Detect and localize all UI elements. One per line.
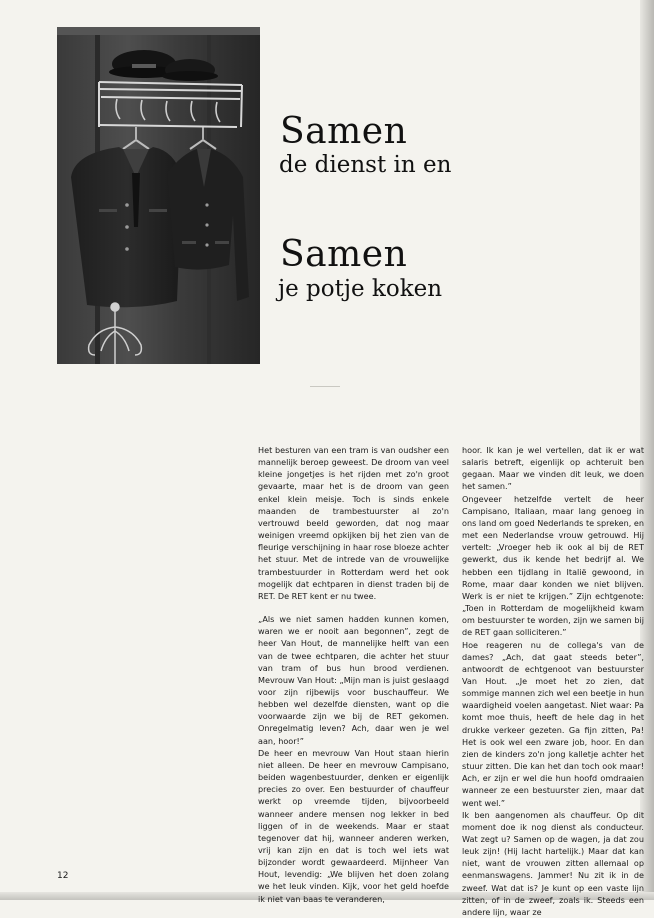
page-number: 12 <box>57 871 69 881</box>
title-line-2: de dienst in en <box>279 152 452 178</box>
paragraph: Hoe reageren nu de collega's van de dames? „Ach, dat gaat steeds beter”, antwoordt de echtgenoot van bestuurster Van Hout. „Je moet het zo zien, dat sommige mannen zich wel een beetje in hun waardigheid voelen aangetast. Niet waar: Pa komt moe thuis, heeft de hele dag in het drukke verkeer gezeten. Ga fijn zitten, Pa! Het is ook wel een zware job, hoor. En dan zien de kinders zo'n jong kalletje achter het stuur zitten. Die kan het dan toch ook maar! Ach, er zijn er wel die hun hoofd omdraaien wanneer ze een bestuurster zien, maar dat went wel.” <box>462 639 644 808</box>
body-column-right <box>462 444 644 918</box>
paragraph: Ik ben aangenomen als chauffeur. Op dit moment doe ik nog dienst als conducteur. Wat zegt u? Samen op de wagen, ja dat zou leuk zijn! (Hij lacht hartelijk.) Maar dat kan niet, want de vrouwen zitten allemaal op eenmanswagens. Jammer! Nu zit ik in de zweef. Wat dat is? Je kunt op een vaste lijn zitten, of in de zweef, zoals ik. Steeds een andere lijn, waar ze <box>462 809 644 917</box>
separator-line <box>310 386 340 387</box>
title-line-4: je potje koken <box>278 276 443 302</box>
paragraph: hoor. Ik kan je wel vertellen, dat ik er wat salaris betreft, eigenlijk op achteruit ben gegaan. Maar we vinden dit leuk, we doen het samen.” <box>462 445 644 492</box>
title-line-1: Samen <box>280 111 408 152</box>
title-line-3: Samen <box>280 234 408 275</box>
paragraph: „Als we niet samen hadden kunnen komen, waren we er nooit aan begonnen”, zegt de heer Van Hout, de mannelijke helft van een van de twee echtparen, die achter het stuur van tram of bus hun brood verdienen. Mevrouw Van Hout: „Mijn man is juist geslaagd voor zijn rijbewijs voor buschauffeur. We hebben wel dezelfde diensten, want op die voorwaarde zijn we bij de RET gekomen. Onregelmatig leven? Ach, daar wen je wel aan, hoor!” <box>258 614 449 746</box>
photo-uniforms-on-coat-rack <box>57 27 260 364</box>
paragraph: Het besturen van een tram is van oudsher een mannelijk beroep geweest. De droom van veel kleine jongetjes is het rijden met zo'n groot gevaarte, maar het is de droom van geen enkel klein meisje. Toch is sinds enkele maanden de trambestuurster al zo'n vertrouwd beeld geworden, dat nog maar weinigen vreemd opkijken bij het zien van de fleurige verschijning in haar rose bloeze achter het stuur. Met de intrede van de vrouwelijke trambestuurder in Rotterdam werd het ook mogelijk dat echtparen in dienst traden bij de RET. De RET kent er nu twee. <box>258 445 449 601</box>
body-column-left <box>258 444 449 905</box>
paragraph: De heer en mevrouw Van Hout staan hierin niet alleen. De heer en mevrouw Campisano, beiden wagenbestuurder, denken er eigenlijk precies zo over. Een bestuurder of chauffeur werkt op vreemde tijden, bijvoorbeeld wanneer andere mensen nog lekker in bed liggen of in de weekends. Maar er staat tegenover dat hij, wanneer anderen werken, vrij kan zijn en dat is toch wel iets wat bijzonder wordt gewaardeerd. Mijnheer Van Hout, levendig: „We blijven het doen zolang we het leuk vinden. Kijk, voor het geld hoefde ik niet van baas te veranderen, <box>258 747 449 904</box>
paragraph: Ongeveer hetzelfde vertelt de heer Campisano, Italiaan, maar lang genoeg in ons land om goed Nederlands te spreken, en met een Nederlandse vrouw getrouwd. Hij vertelt: „Vroeger heb ik ook al bij de RET gewerkt, dus ik kende het bedrijf al. We hebben een tijdlang in Italië gewoond, in Rome, maar daar konden we niet blijven. Werk is er niet te krijgen.” Zijn echtgenote: „Toen in Rotterdam de mogelijkheid kwam om bestuurster te worden, zijn we samen bij de RET gaan solliciteren.” <box>462 493 644 638</box>
